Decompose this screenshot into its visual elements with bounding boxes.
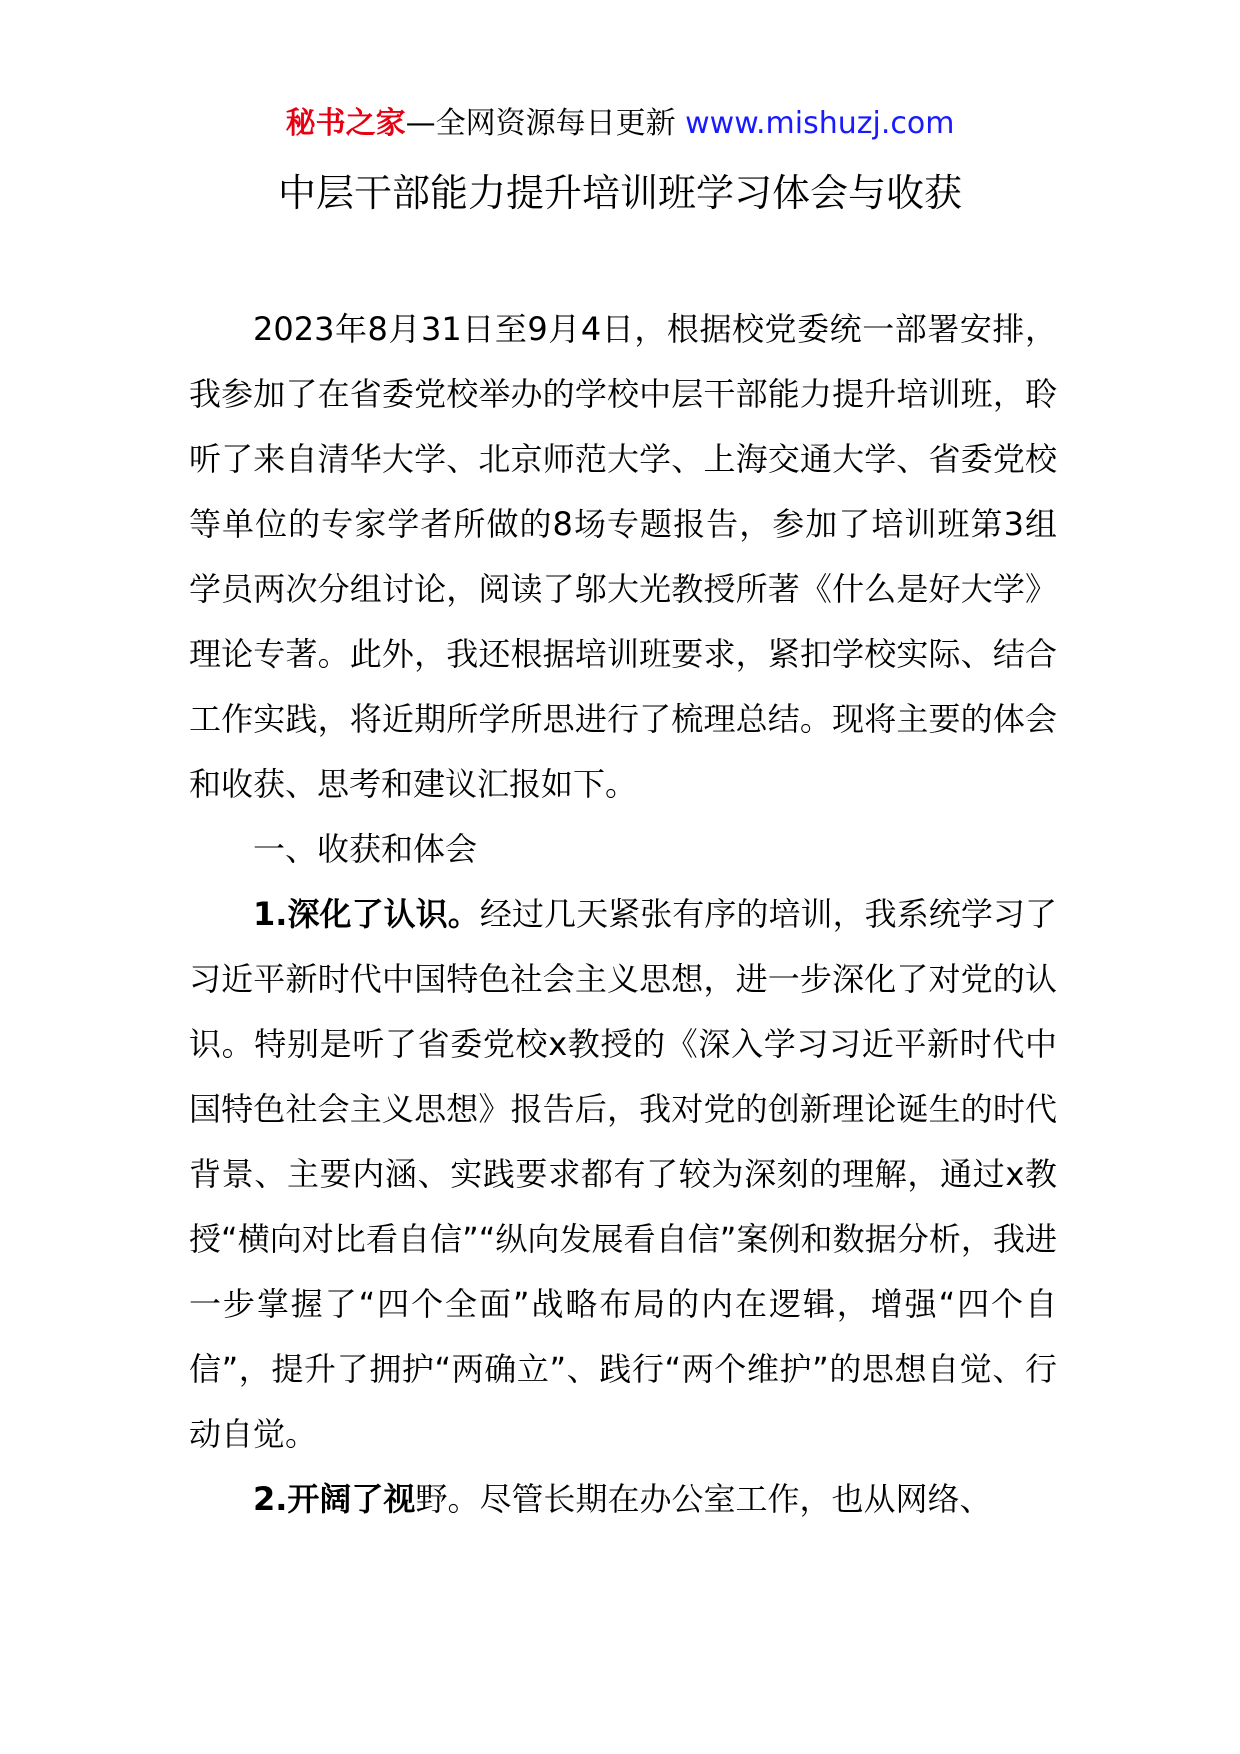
- point-1-paragraph: [189, 882, 1057, 1467]
- point-2-lead: 2.开阔了视: [253, 1480, 416, 1518]
- point-1-lead: 1.深化了认识。: [253, 895, 480, 933]
- point-2-text: 野。尽管长期在办公室工作，也从网络、: [415, 1480, 992, 1518]
- section-heading: 一、收获和体会: [253, 830, 478, 868]
- point-2-paragraph: [189, 1467, 1057, 1532]
- document-title: 中层干部能力提升培训班学习体会与收获: [277, 171, 962, 215]
- point-1-text: 经过几天紧张有序的培训，我系统学习了习近平新时代中国特色社会主义思想，进一步深化了对党的认识。特别是听了省委党校x教授的《深入学习习近平新时代中国特色社会主义思想》报告后，我对党的创新理论诞生的时代背景、主要内涵、实践要求都有了较为深刻的理解，通过x教授“横向对比看自信”“纵向发展看自信”案例和数据分析，我进一步掌握了“四个全面”战略布局的内在逻辑，增强“四个自信”，提升了拥护“两确立”、践行“两个维护”的思想自觉、行动自觉。: [189, 895, 1057, 1453]
- document-body: [189, 297, 1057, 1532]
- site-slogan: —全网资源每日更新: [405, 106, 686, 141]
- site-brand: 秘书之家: [285, 106, 406, 141]
- intro-paragraph: 2023年8月31日至9月4日，根据校党委统一部署安排，我参加了在省委党校举办的学校中层干部能力提升培训班，聆听了来自清华大学、北京师范大学、上海交通大学、省委党校等单位的专家学者所做的8场专题报告，参加了培训班第3组学员两次分组讨论，阅读了邬大光教授所著《什么是好大学》理论专著。此外，我还根据培训班要求，紧扣学校实际、结合工作实践，将近期所学所思进行了梳理总结。现将主要的体会和收获、思考和建议汇报如下。: [189, 310, 1057, 803]
- site-header: [0, 104, 1240, 144]
- site-url-link[interactable]: www.mishuzj.com: [685, 106, 955, 141]
